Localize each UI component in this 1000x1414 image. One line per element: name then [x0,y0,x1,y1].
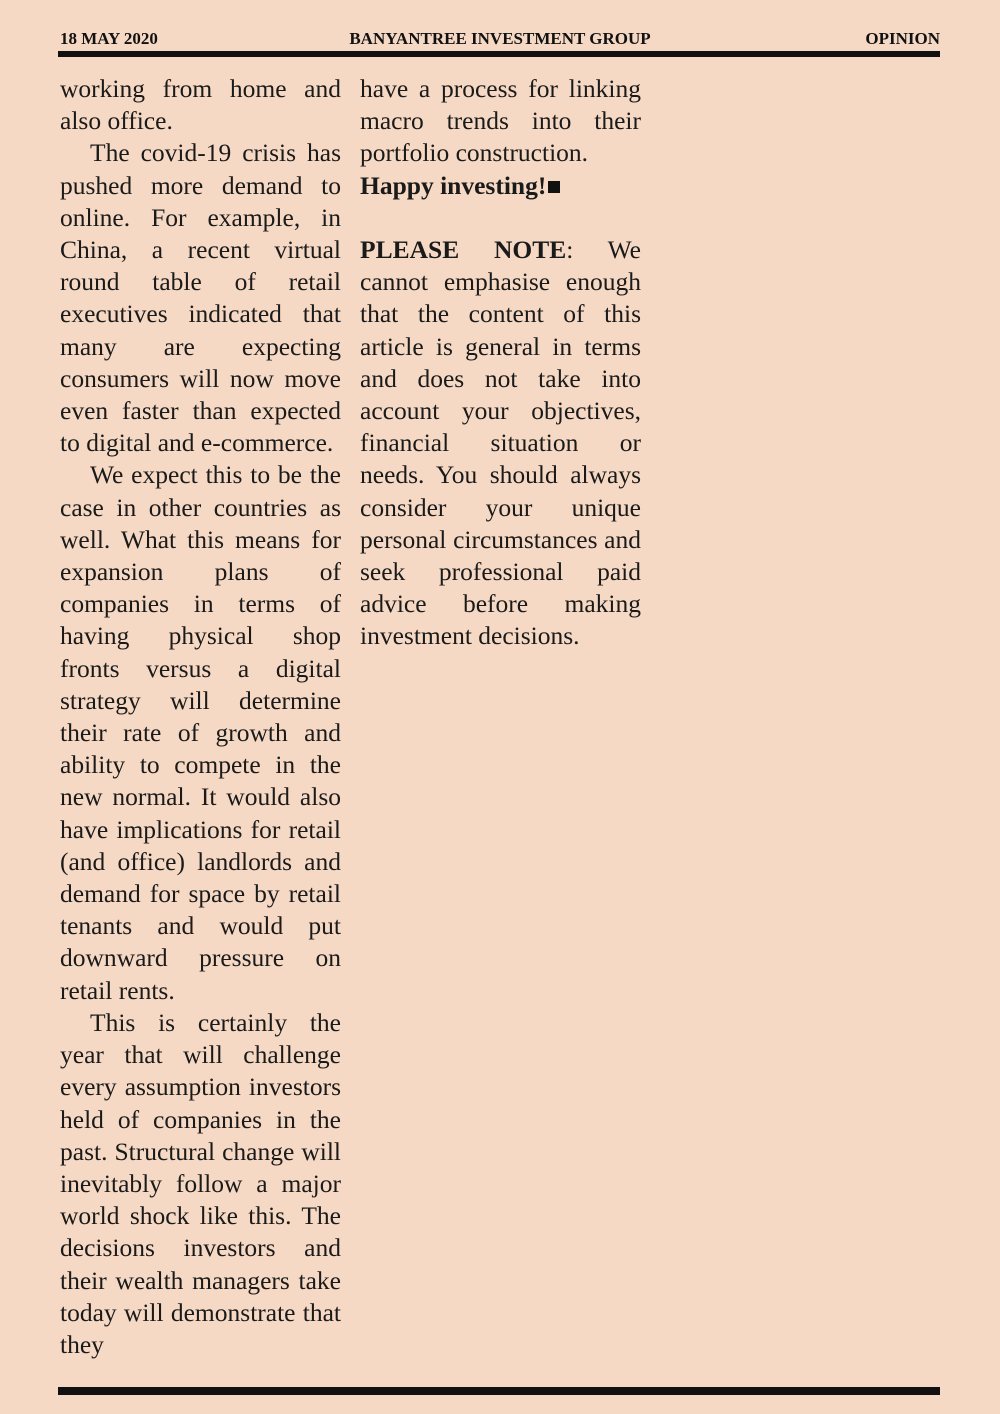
article-column-left [60,73,341,1361]
paragraph-challenge-assumptions: This is certainly the year that will challenge every assumption investors held of companies in the past. Structural change will inevitably follow a major world shock like this. The decisions investors and their wealth managers take today will demonstrate that they [60,1007,341,1359]
disclaimer-text: : We cannot emphasise enough that the content of this article is general in terms and does not take into account your objectives, financial situation or needs. You should always consider your unique personal circumstances and seek professional paid advice before making investment decisions. [360,235,641,651]
disclaimer-label: PLEASE NOTE [360,235,567,264]
end-mark-icon [548,181,560,193]
paragraph-covid-online: The covid-19 crisis has pushed more demand to online. For example, in China, a recent virtual round table of retail executives indicated that many are expecting consumers will now move even faster than expected to digital and e-commerce. [60,138,341,458]
footer-rule [58,1387,940,1395]
section-name: OPINION [865,29,940,48]
disclaimer [360,234,641,653]
article-column-right [360,73,641,653]
paragraph-conclusion-text: have a process for linking macro trends into their portfolio construction. [360,74,641,168]
page-header [60,28,940,50]
issue-date: 18 MAY 2020 [60,29,158,48]
closing-line [360,170,641,202]
publication-name: BANYANTREE INVESTMENT GROUP [349,29,651,48]
paragraph-other-countries: We expect this to be the case in other countries as well. What this means for expansion plans of companies in terms of having physical shop fronts versus a digital strategy will determine their rate of growth and ability to compete in the new normal. It would also have implications for retail (and office) landlords and demand for space by retail tenants and would put downward pressure on retail rents. [60,460,341,1005]
paragraph-continued: working from home and also office. [60,74,341,136]
header-rule [58,51,940,57]
closing-text: Happy investing! [360,170,547,200]
spacer [360,202,641,234]
paragraph-conclusion [360,73,641,170]
